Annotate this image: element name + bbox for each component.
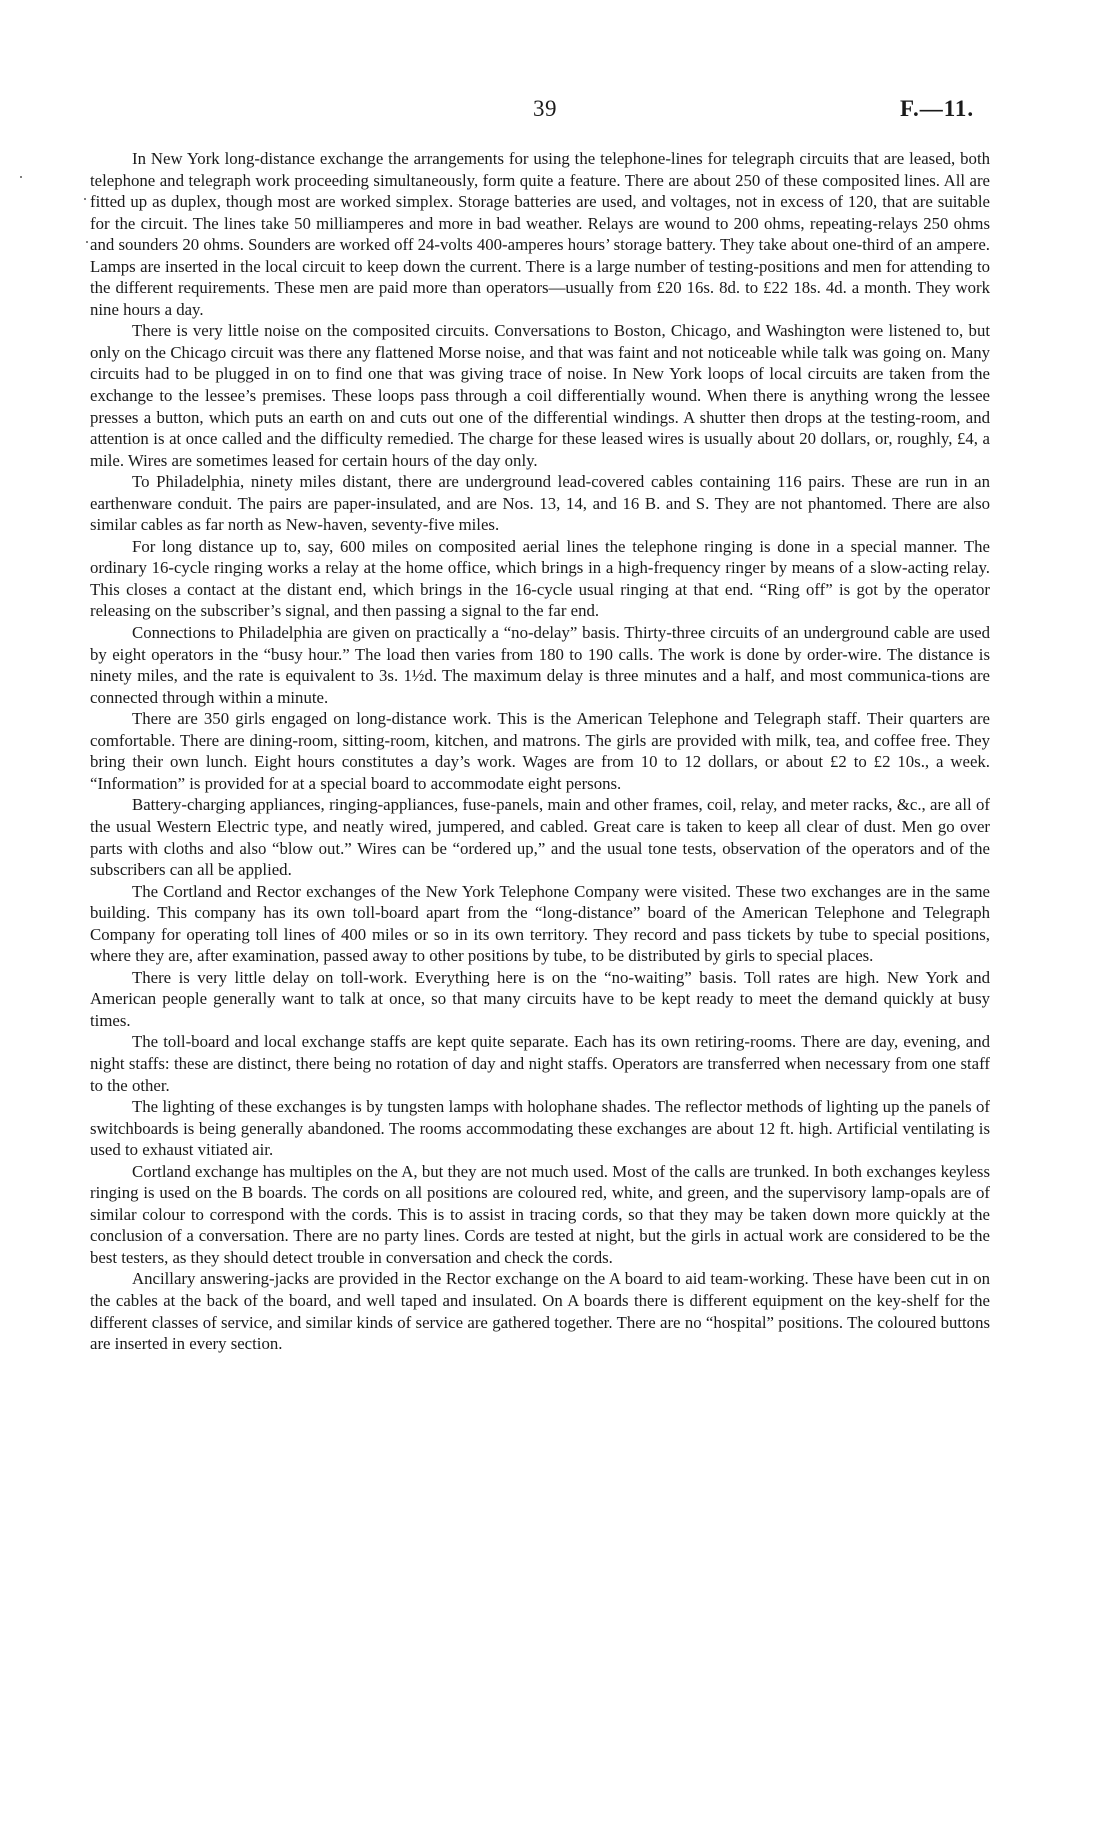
paragraph-staff-separation: The toll-board and local exchange staffs are kept quite separate. Each has its own retiring-rooms. There are day, evening, and night staffs: these are distinct, there being no rotation of day and night staffs. Operators are transferred when necessary from one staff to the other. — [90, 1032, 990, 1095]
paragraph-long-distance-ringing: For long distance up to, say, 600 miles on composited aerial lines the telephone ringing is done in a special manner. The ordinary 16-cycle ringing works a relay at the home office, which brings in a high-frequency ringer by means of a slow-acting relay. This closes a contact at the distant end, which brings in the 16-cycle usual ringing at that end. “Ring off” is got by the operator releasing on the subscriber’s signal, and then passing a signal to the far end. — [90, 536, 990, 621]
paragraph-equipment: Battery-charging appliances, ringing-appliances, fuse-panels, main and other frames, coil, relay, and meter racks, &c., are all of the usual Western Electric type, and neatly wired, jumpered, and cabled. Great care is taken to keep all clear of dust. Men go over parts with cloths and also “blow out.” Wires can be “ordered up,” and the usual tone tests, observation of the operators and of the subscribers can all be applied. — [90, 795, 990, 880]
document-reference: F.—11. — [900, 96, 975, 121]
paragraph-ancillary-answering-jacks: Ancillary answering-jacks are provided in the Rector exchange on the A board to aid team-working. These have been cut in on the cables at the back of the board, and well taped and insulated. On A boards there is different equipment on the key-shelf for the different classes of service, and similar kinds of service are gathered together. There are no “hospital” positions. The coloured buttons are inserted in every section. — [90, 1269, 990, 1354]
paragraph-toll-work-delay: There is very little delay on toll-work. Everything here is on the “no-waiting” basis. Toll rates are high. New York and American people generally want to talk at once, so that many circuits have to be kept ready to meet the demand quickly at busy times. — [90, 967, 990, 1030]
paragraph-composited-circuit-noise: There is very little noise on the composited circuits. Conversations to Boston, Chicago, and Washington were listened to, but only on the Chicago circuit was there any flattened Morse noise, and that was faint and not noticeable while talk was going on. Many circuits had to be plugged in on to find one that was giving trace of noise. In New York loops of local circuits are taken from the exchange to the lessee’s premises. These loops pass through a coil differentially wound. When there is anything wrong the lessee presses a button, which puts an earth on and cuts out one of the differential windings. A shutter then drops at the testing-room, and attention is at once called and the difficulty remedied. The charge for these leased wires is usually about 20 dollars, or, roughly, £4, a mile. Wires are sometimes leased for certain hours of the day only. — [90, 321, 990, 470]
paragraph-long-distance-staff: There are 350 girls engaged on long-distance work. This is the American Telephone and Telegraph staff. Their quarters are comfortable. There are dining-room, sitting-room, kitchen, and matrons. The girls are provided with milk, tea, and coffee free. They bring their own lunch. Eight hours constitutes a day’s work. Wages are from 10 to 12 dollars, or about £2 to £2 10s., a week. “Information” is provided for at a special board to accommodate eight persons. — [90, 709, 990, 793]
paragraph-philadelphia-cables: To Philadelphia, ninety miles distant, there are underground lead-covered cables containing 116 pairs. These are run in an earthenware conduit. The pairs are paper-insulated, and are Nos. 13, 14, and 16 B. and S. They are not phantomed. There are also similar cables as far north as New-haven, seventy-five miles. — [90, 472, 990, 535]
page-number: 39 — [533, 96, 557, 121]
margin-speck — [20, 176, 22, 178]
margin-speck — [86, 241, 88, 243]
paragraph-philadelphia-connections: Connections to Philadelphia are given on practically a “no-delay” basis. Thirty-three circuits of an underground cable are used by eight operators in the “busy hour.” The load then varies from 180 to 190 calls. The work is done by order-wire. The distance is ninety miles, and the rate is equivalent to 3s. 1½d. The maximum delay is three minutes and a half, and most communica-tions are connected through within a minute. — [90, 623, 990, 707]
paragraph-cortland-rector-exchanges: The Cortland and Rector exchanges of the New York Telephone Company were visited. These two exchanges are in the same building. This company has its own toll-board apart from the “long-distance” board of the American Telephone and Telegraph Company for operating toll lines of 400 miles or so in its own territory. They record and pass tickets by tube to special positions, where they are, after examination, passed away to other positions by tube, to be distributed by girls to special places. — [90, 881, 990, 966]
body-text — [90, 148, 990, 1355]
margin-speck — [84, 198, 86, 200]
paragraph-cortland-multiples: Cortland exchange has multiples on the A, but they are not much used. Most of the calls are trunked. In both exchanges keyless ringing is used on the B boards. The cords on all positions are coloured red, white, and green, and the supervisory lamp-opals are of similar colour to correspond with the cords. This is to assist in tracing cords, so that they may be taken down more quickly at the conclusion of a conversation. There are no party lines. Cords are tested at night, but the girls in actual work are considered to be the best testers, as they should detect trouble in conversation and check the cords. — [90, 1161, 990, 1267]
paragraph-leased-telegraph-circuits: In New York long-distance exchange the arrangements for using the telephone-lines for telegraph circuits that are leased, both telephone and telegraph work proceeding simultaneously, form quite a feature. There are about 250 of these composited lines. All are fitted up as duplex, though most are worked simplex. Storage batteries are used, and voltages, not in excess of 120, that are suitable for the circuit. The lines take 50 milliamperes and more in bad weather. Relays are wound to 200 ohms, repeating-relays 250 ohms and sounders 20 ohms. Sounders are worked off 24-volts 400-amperes hours’ storage battery. They take about one-third of an ampere. Lamps are inserted in the local circuit to keep down the current. There is a large number of testing-positions and men for attending to the different requirements. These men are paid more than operators—usually from £20 16s. 8d. to £22 18s. 4d. a month. They work nine hours a day. — [90, 149, 990, 319]
paragraph-lighting: The lighting of these exchanges is by tungsten lamps with holophane shades. The reflector methods of lighting up the panels of switchboards is being generally abandoned. The rooms accommodating these exchanges are about 12 ft. high. Artificial ventilating is used to exhaust vitiated air. — [90, 1097, 990, 1160]
